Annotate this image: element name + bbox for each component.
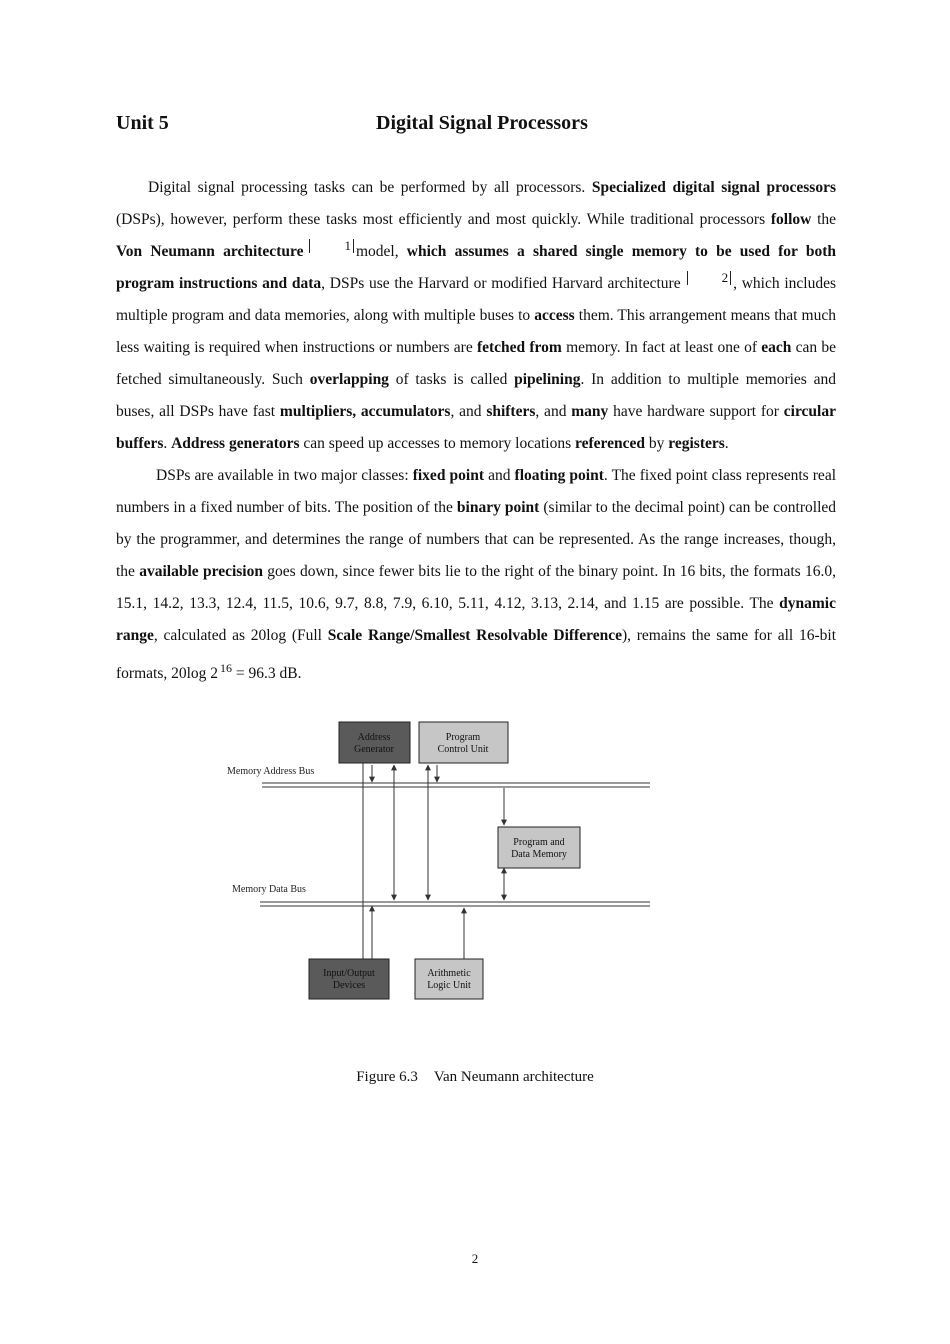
figure-title: Van Neumann architecture bbox=[433, 1069, 594, 1085]
page-number: 2 bbox=[471, 1251, 479, 1266]
memory-data-bus bbox=[260, 902, 650, 906]
svg-text:Arithmetic: Arithmetic bbox=[427, 968, 471, 979]
figure-number: Figure 6.3 bbox=[356, 1069, 418, 1085]
svg-text:Logic Unit: Logic Unit bbox=[427, 980, 471, 991]
unit-title: Digital Signal Processors bbox=[376, 112, 588, 134]
memory-address-bus bbox=[262, 783, 650, 787]
page-header bbox=[116, 112, 836, 138]
svg-text:Devices: Devices bbox=[332, 980, 366, 991]
svg-text:Input/Output: Input/Output bbox=[323, 968, 375, 979]
alu-block bbox=[415, 959, 483, 999]
svg-text:Data Memory: Data Memory bbox=[511, 849, 567, 860]
unit-label: Unit 5 bbox=[116, 112, 169, 134]
footnote-ref-2: 2 bbox=[687, 271, 732, 285]
svg-text:Generator: Generator bbox=[354, 744, 394, 755]
program-control-unit-block bbox=[419, 722, 508, 763]
io-devices-block bbox=[309, 959, 389, 999]
connection-arrows bbox=[363, 763, 504, 964]
figure-caption bbox=[0, 1069, 950, 1086]
address-generator-block bbox=[339, 722, 410, 763]
paragraph-1: Digital signal processing tasks can be performed by all processors. Specialized digital signal processors (DSPs), however, perform these tasks most efficiently and most quickly. While traditional processors follow the Von Neumann architecture 1 model, which assumes a shared single memory to be used for both program instructions and data, DSPs use the Harvard or modified Harvard architecture 2 , which includes multiple program and data memories, along with multiple buses to access them. This arrangement means that much less waiting is required when instructions or numbers are fetched from memory. In fact at least one of each can be fetched simultaneously. Such overlapping of tasks is called pipelining. In addition to multiple memories and buses, all DSPs have fast multipliers, accumulators, and shifters, and many have hardware support for circular buffers. Address generators can speed up accesses to memory locations referenced by registers. bbox=[116, 179, 837, 452]
program-data-memory-block bbox=[498, 827, 580, 868]
svg-text:Program and: Program and bbox=[513, 837, 565, 848]
memory-data-bus-label: Memory Data Bus bbox=[232, 884, 306, 895]
svg-text:Address: Address bbox=[357, 732, 391, 743]
footnote-ref-1: 1 bbox=[309, 239, 354, 253]
paragraph-2: DSPs are available in two major classes: fixed point and floating point. The fixed point class represents real numbers in a fixed number of bits. The position of the binary point (similar to the decimal point) can be controlled by the programmer, and determines the range of numbers that can be represented. As the range increases, though, the available precision goes down, since fewer bits lie to the right of the binary point. In 16 bits, the formats 16.0, 15.1, 14.2, 13.3, 12.4, 11.5, 10.6, 9.7, 8.8, 7.9, 6.10, 5.11, 4.12, 3.13, 2.14, and 1.15 are possible. The dynamic range, calculated as 20log (Full Scale Range/Smallest Resolvable Difference), remains the same for all 16-bit formats, 20log 2 $^{16}$ = 96.3 dB. bbox=[116, 467, 837, 682]
memory-address-bus-label: Memory Address Bus bbox=[227, 766, 315, 777]
body-text bbox=[116, 172, 836, 690]
svg-text:Control Unit: Control Unit bbox=[437, 744, 489, 755]
power-exponent: 16 bbox=[220, 661, 233, 675]
architecture-diagram bbox=[222, 716, 662, 1016]
power-base: 2 bbox=[210, 665, 219, 682]
svg-text:Program: Program bbox=[445, 732, 481, 743]
